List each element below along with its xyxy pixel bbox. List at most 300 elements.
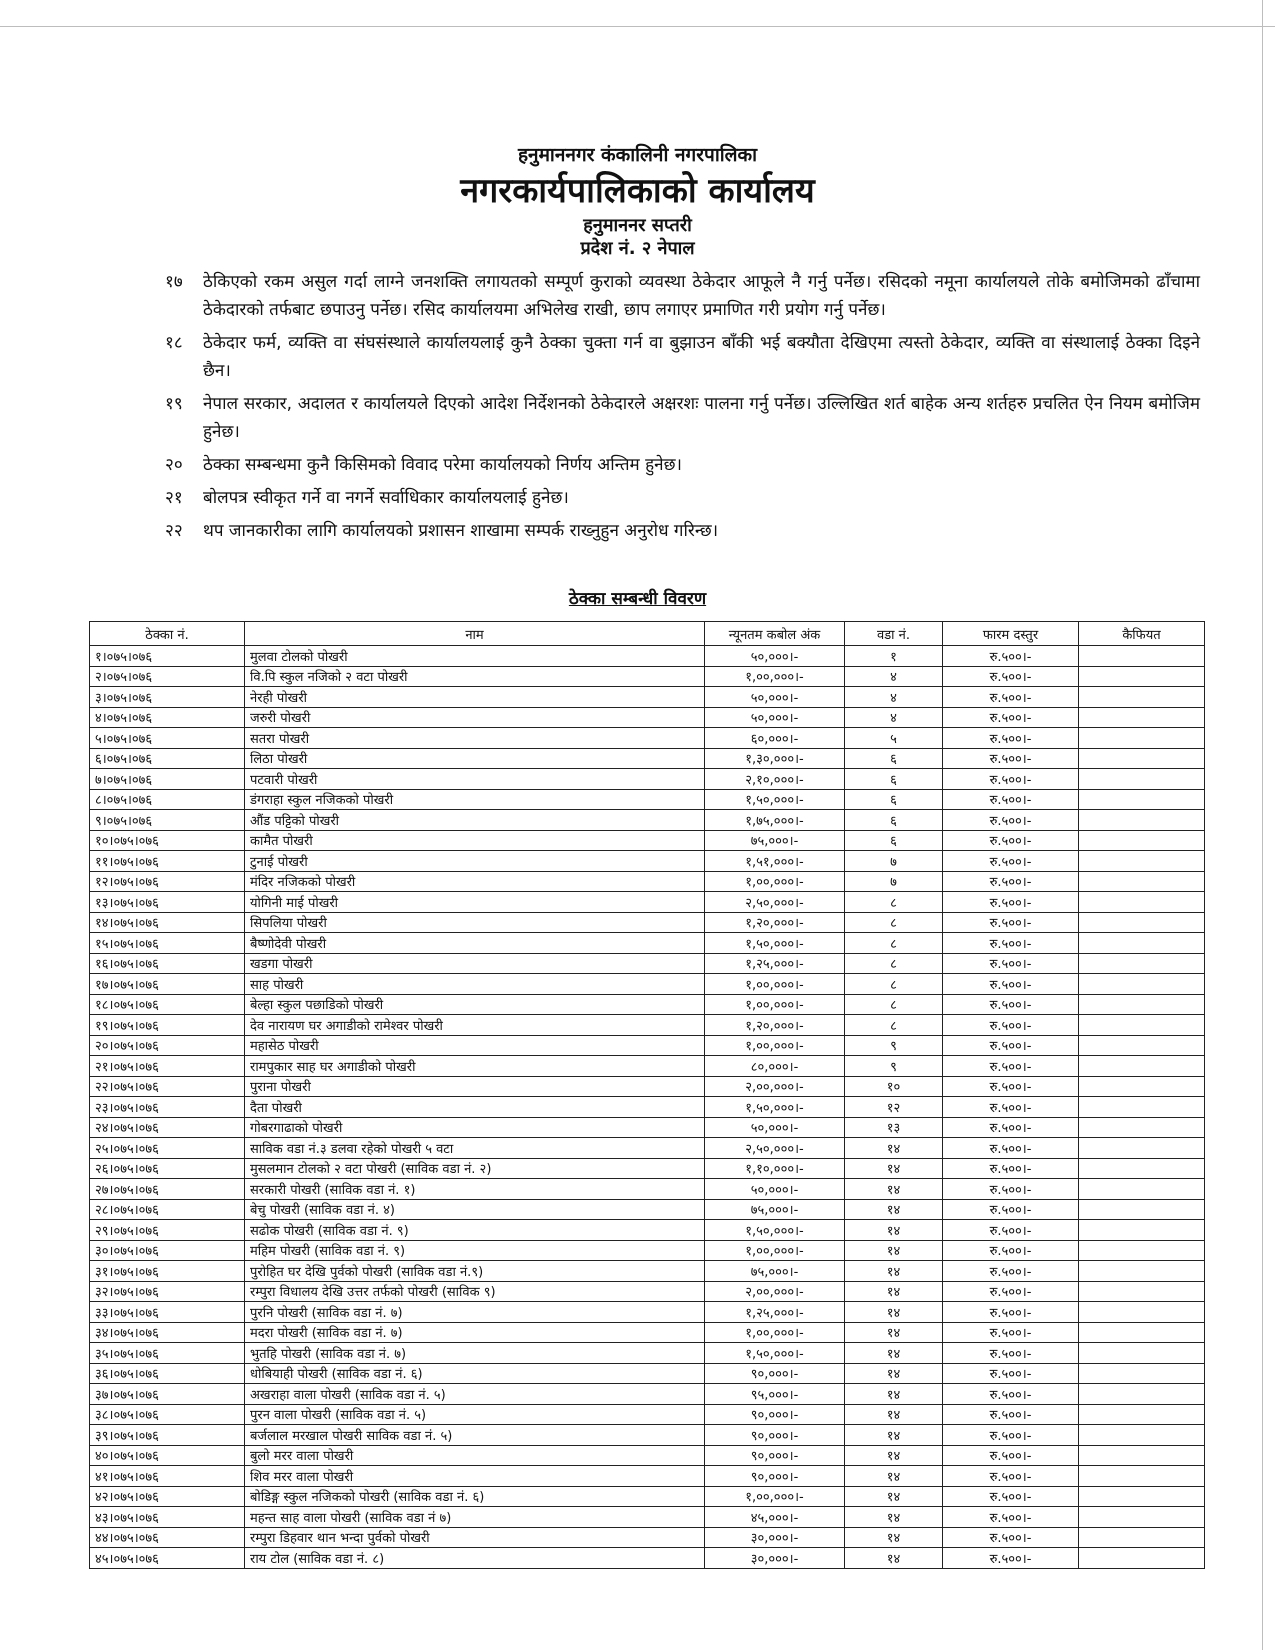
- remarks: [1079, 953, 1205, 974]
- form-fee: रु.५००।-: [943, 666, 1079, 687]
- ward-number: ६: [845, 810, 943, 831]
- min-bid-amount: १,२०,०००।-: [705, 1015, 845, 1036]
- min-bid-amount: १,२०,०००।-: [705, 912, 845, 933]
- form-fee: रु.५००।-: [943, 912, 1079, 933]
- min-bid-amount: १,१०,०००।-: [705, 1158, 845, 1179]
- form-fee: रु.५००।-: [943, 1445, 1079, 1466]
- table-row: [90, 1384, 1205, 1405]
- contract-number: ४।०७५।०७६: [90, 707, 245, 728]
- form-fee: रु.५००।-: [943, 1261, 1079, 1282]
- min-bid-amount: ७५,०००।-: [705, 830, 845, 851]
- pond-name: धोबियाही पोखरी (साविक वडा नं. ६): [245, 1363, 705, 1384]
- min-bid-amount: १,००,०००।-: [705, 1486, 845, 1507]
- term-item: [165, 390, 1200, 446]
- contract-number: १२।०७५।०७६: [90, 871, 245, 892]
- min-bid-amount: ९५,०००।-: [705, 1384, 845, 1405]
- term-item: [165, 484, 1200, 512]
- remarks: [1079, 851, 1205, 872]
- contract-number: ४५।०७५।०७६: [90, 1548, 245, 1569]
- form-fee: रु.५००।-: [943, 1343, 1079, 1364]
- ward-number: ४: [845, 707, 943, 728]
- contract-number: २१।०७५।०७६: [90, 1056, 245, 1077]
- header-form-fee: फारम दस्तुर: [943, 622, 1079, 646]
- contract-number: ४४।०७५।०७६: [90, 1527, 245, 1548]
- form-fee: रु.५००।-: [943, 1302, 1079, 1323]
- min-bid-amount: १,००,०००।-: [705, 871, 845, 892]
- form-fee: रु.५००।-: [943, 707, 1079, 728]
- table-row: [90, 1076, 1205, 1097]
- pond-name: सढोक पोखरी (साविक वडा नं. ९): [245, 1220, 705, 1241]
- min-bid-amount: ५०,०००।-: [705, 707, 845, 728]
- pond-name: साह पोखरी: [245, 974, 705, 995]
- province-line: प्रदेश नं. २ नेपाल: [580, 238, 695, 259]
- table-row: [90, 1220, 1205, 1241]
- pond-name: देव नारायण घर अगाडीको रामेश्वर पोखरी: [245, 1015, 705, 1036]
- remarks: [1079, 1179, 1205, 1200]
- min-bid-amount: १,००,०००।-: [705, 1240, 845, 1261]
- remarks: [1079, 933, 1205, 954]
- min-bid-amount: १,००,०००।-: [705, 666, 845, 687]
- remarks: [1079, 1199, 1205, 1220]
- table-row: [90, 953, 1205, 974]
- remarks: [1079, 1445, 1205, 1466]
- remarks: [1079, 1363, 1205, 1384]
- remarks: [1079, 1240, 1205, 1261]
- form-fee: रु.५००।-: [943, 1138, 1079, 1159]
- remarks: [1079, 666, 1205, 687]
- pond-name: जरुरी पोखरी: [245, 707, 705, 728]
- ward-number: ७: [845, 871, 943, 892]
- table-row: [90, 707, 1205, 728]
- table-row: [90, 1445, 1205, 1466]
- ward-number: १४: [845, 1179, 943, 1200]
- table-row: [90, 646, 1205, 667]
- form-fee: रु.५००।-: [943, 728, 1079, 749]
- table-row: [90, 1507, 1205, 1528]
- table-row: [90, 687, 1205, 708]
- pond-name: दैता पोखरी: [245, 1097, 705, 1118]
- ward-number: ९: [845, 1056, 943, 1077]
- table-row: [90, 1158, 1205, 1179]
- form-fee: रु.५००।-: [943, 1097, 1079, 1118]
- remarks: [1079, 1466, 1205, 1487]
- table-row: [90, 769, 1205, 790]
- scan-edge-top: [0, 26, 1275, 27]
- min-bid-amount: ९०,०००।-: [705, 1404, 845, 1425]
- min-bid-amount: १,००,०००।-: [705, 974, 845, 995]
- table-row: [90, 1240, 1205, 1261]
- contract-number: ३६।०७५।०७६: [90, 1363, 245, 1384]
- remarks: [1079, 728, 1205, 749]
- pond-name: मंदिर नजिकको पोखरी: [245, 871, 705, 892]
- table-row: [90, 1527, 1205, 1548]
- contract-number: ४०।०७५।०७६: [90, 1445, 245, 1466]
- form-fee: रु.५००।-: [943, 974, 1079, 995]
- pond-name: महिम पोखरी (साविक वडा नं. ९): [245, 1240, 705, 1261]
- table-row: [90, 994, 1205, 1015]
- table-body: [90, 646, 1205, 1569]
- contract-number: १।०७५।०७६: [90, 646, 245, 667]
- contract-number: ४२।०७५।०७६: [90, 1486, 245, 1507]
- table-row: [90, 912, 1205, 933]
- min-bid-amount: १,००,०००।-: [705, 994, 845, 1015]
- table-row: [90, 1425, 1205, 1446]
- remarks: [1079, 1527, 1205, 1548]
- contract-number: २७।०७५।०७६: [90, 1179, 245, 1200]
- contract-number: २०।०७५।०७६: [90, 1035, 245, 1056]
- table-row: [90, 666, 1205, 687]
- remarks: [1079, 1322, 1205, 1343]
- ward-number: ६: [845, 830, 943, 851]
- remarks: [1079, 1548, 1205, 1569]
- remarks: [1079, 769, 1205, 790]
- ward-number: १४: [845, 1404, 943, 1425]
- contract-number: ३३।०७५।०७६: [90, 1302, 245, 1323]
- remarks: [1079, 748, 1205, 769]
- pond-name: भुतहि पोखरी (साविक वडा नं. ७): [245, 1343, 705, 1364]
- pond-name: बोडिङ्ग स्कुल नजिकको पोखरी (साविक वडा नं. ६): [245, 1486, 705, 1507]
- min-bid-amount: १,००,०००।-: [705, 1322, 845, 1343]
- min-bid-amount: १,५०,०००।-: [705, 1220, 845, 1241]
- min-bid-amount: ७५,०००।-: [705, 1261, 845, 1282]
- pond-name: पुरन वाला पोखरी (साविक वडा नं. ५): [245, 1404, 705, 1425]
- ward-number: ५: [845, 728, 943, 749]
- term-number: १८: [165, 333, 183, 353]
- table-row: [90, 728, 1205, 749]
- table-header-row: [90, 622, 1205, 646]
- form-fee: रु.५००।-: [943, 1179, 1079, 1200]
- min-bid-amount: १,५०,०००।-: [705, 1343, 845, 1364]
- table-row: [90, 748, 1205, 769]
- form-fee: रु.५००।-: [943, 953, 1079, 974]
- pond-name: पुरनि पोखरी (साविक वडा नं. ७): [245, 1302, 705, 1323]
- ward-number: १४: [845, 1281, 943, 1302]
- pond-name: खडगा पोखरी: [245, 953, 705, 974]
- min-bid-amount: ८०,०००।-: [705, 1056, 845, 1077]
- contract-number: २९।०७५।०७६: [90, 1220, 245, 1241]
- remarks: [1079, 1097, 1205, 1118]
- form-fee: रु.५००।-: [943, 748, 1079, 769]
- ward-number: ८: [845, 974, 943, 995]
- ward-number: १४: [845, 1261, 943, 1282]
- contract-number: ३८।०७५।०७६: [90, 1404, 245, 1425]
- min-bid-amount: ५०,०००।-: [705, 646, 845, 667]
- remarks: [1079, 1261, 1205, 1282]
- table-row: [90, 1117, 1205, 1138]
- remarks: [1079, 830, 1205, 851]
- contract-number: ३२।०७५।०७६: [90, 1281, 245, 1302]
- contract-table: [89, 621, 1205, 1569]
- remarks: [1079, 1076, 1205, 1097]
- table-row: [90, 830, 1205, 851]
- min-bid-amount: ५०,०००।-: [705, 687, 845, 708]
- pond-name: योगिनी माई पोखरी: [245, 892, 705, 913]
- contract-number: २४।०७५।०७६: [90, 1117, 245, 1138]
- remarks: [1079, 974, 1205, 995]
- contract-number: १७।०७५।०७६: [90, 974, 245, 995]
- term-text: थप जानकारीका लागि कार्यालयको प्रशासन शाखामा सम्पर्क राख्नुहुन अनुरोध गरिन्छ।: [203, 521, 719, 541]
- table-title: ठेक्का सम्बन्धी विवरण: [568, 589, 707, 609]
- terms-list: [165, 268, 1200, 550]
- term-item: [165, 268, 1200, 324]
- form-fee: रु.५००।-: [943, 646, 1079, 667]
- min-bid-amount: १,५०,०००।-: [705, 1097, 845, 1118]
- term-number: २१: [165, 488, 183, 508]
- header-ward-no: वडा नं.: [845, 622, 943, 646]
- document-header: [0, 142, 1275, 260]
- remarks: [1079, 1158, 1205, 1179]
- contract-number: १६।०७५।०७६: [90, 953, 245, 974]
- pond-name: महासेठ पोखरी: [245, 1035, 705, 1056]
- pond-name: लिठा पोखरी: [245, 748, 705, 769]
- term-text: ठेकेदार फर्म, व्यक्ति वा संघसंस्थाले कार्यालयलाई कुनै ठेक्का चुक्ता गर्न वा बुझाउन बाँकी भई बक्यौता देखिएमा त्यस्तो ठेकेदार, व्यक्ति वा संस्थालाई ठेक्का दिइने छैन।: [203, 333, 1200, 381]
- remarks: [1079, 1384, 1205, 1405]
- table-row: [90, 1138, 1205, 1159]
- pond-name: डंगराहा स्कुल नजिकको पोखरी: [245, 789, 705, 810]
- table-row: [90, 1261, 1205, 1282]
- table-row: [90, 1179, 1205, 1200]
- term-number: १७: [165, 272, 183, 292]
- ward-number: १४: [845, 1322, 943, 1343]
- table-row: [90, 1486, 1205, 1507]
- min-bid-amount: १,२५,०००।-: [705, 953, 845, 974]
- form-fee: रु.५००।-: [943, 1240, 1079, 1261]
- term-text: नेपाल सरकार, अदालत र कार्यालयले दिएको आदेश निर्देशनको ठेकेदारले अक्षरशः पालना गर्नु पर्नेछ। उल्लिखित शर्त बाहेक अन्य शर्तहरु प्रचलित ऐन नियम बमोजिम हुनेछ।: [203, 394, 1200, 442]
- form-fee: रु.५००।-: [943, 1076, 1079, 1097]
- contract-number: १०।०७५।०७६: [90, 830, 245, 851]
- remarks: [1079, 646, 1205, 667]
- min-bid-amount: ९०,०००।-: [705, 1445, 845, 1466]
- ward-number: १४: [845, 1548, 943, 1569]
- ward-number: १४: [845, 1486, 943, 1507]
- pond-name: रम्पुरा डिहवार थान भन्दा पुर्वको पोखरी: [245, 1527, 705, 1548]
- form-fee: रु.५००।-: [943, 1507, 1079, 1528]
- table-row: [90, 974, 1205, 995]
- table-row: [90, 1199, 1205, 1220]
- form-fee: रु.५००।-: [943, 851, 1079, 872]
- table-row: [90, 933, 1205, 954]
- table-row: [90, 1035, 1205, 1056]
- pond-name: पटवारी पोखरी: [245, 769, 705, 790]
- remarks: [1079, 789, 1205, 810]
- form-fee: रु.५००।-: [943, 789, 1079, 810]
- ward-number: ८: [845, 1015, 943, 1036]
- contract-number: २।०७५।०७६: [90, 666, 245, 687]
- remarks: [1079, 810, 1205, 831]
- remarks: [1079, 1015, 1205, 1036]
- min-bid-amount: ९०,०००।-: [705, 1425, 845, 1446]
- header-remarks: कैफियत: [1079, 622, 1205, 646]
- pond-name: बेल्हा स्कुल पछाडिको पोखरी: [245, 994, 705, 1015]
- min-bid-amount: १,५०,०००।-: [705, 933, 845, 954]
- min-bid-amount: १,५१,०००।-: [705, 851, 845, 872]
- form-fee: रु.५००।-: [943, 1015, 1079, 1036]
- remarks: [1079, 1404, 1205, 1425]
- ward-number: १४: [845, 1466, 943, 1487]
- min-bid-amount: ९०,०००।-: [705, 1363, 845, 1384]
- pond-name: महन्त साह वाला पोखरी (साविक वडा नं ७): [245, 1507, 705, 1528]
- remarks: [1079, 1138, 1205, 1159]
- min-bid-amount: ७५,०००।-: [705, 1199, 845, 1220]
- form-fee: रु.५००।-: [943, 933, 1079, 954]
- remarks: [1079, 1425, 1205, 1446]
- contract-number: १९।०७५।०७६: [90, 1015, 245, 1036]
- contract-number: ४१।०७५।०७६: [90, 1466, 245, 1487]
- min-bid-amount: २,५०,०००।-: [705, 892, 845, 913]
- office-title: नगरकार्यपालिकाको कार्यालय: [460, 171, 815, 211]
- min-bid-amount: १,७५,०००।-: [705, 810, 845, 831]
- contract-number: ३४।०७५।०७६: [90, 1322, 245, 1343]
- form-fee: रु.५००।-: [943, 1117, 1079, 1138]
- pond-name: नेरही पोखरी: [245, 687, 705, 708]
- remarks: [1079, 707, 1205, 728]
- table-row: [90, 1015, 1205, 1036]
- ward-number: १४: [845, 1199, 943, 1220]
- min-bid-amount: १,००,०००।-: [705, 1035, 845, 1056]
- remarks: [1079, 1035, 1205, 1056]
- pond-name: मदरा पोखरी (साविक वडा नं. ७): [245, 1322, 705, 1343]
- min-bid-amount: ६०,०००।-: [705, 728, 845, 749]
- ward-number: १२: [845, 1097, 943, 1118]
- form-fee: रु.५००।-: [943, 871, 1079, 892]
- ward-number: १०: [845, 1076, 943, 1097]
- min-bid-amount: २,००,०००।-: [705, 1076, 845, 1097]
- remarks: [1079, 1486, 1205, 1507]
- pond-name: पुरोहित घर देखि पुर्वको पोखरी (साविक वडा नं.९): [245, 1261, 705, 1282]
- form-fee: रु.५००।-: [943, 687, 1079, 708]
- table-row: [90, 1343, 1205, 1364]
- term-text: ठेक्का सम्बन्धमा कुनै किसिमको विवाद परेमा कार्यालयको निर्णय अन्तिम हुनेछ।: [203, 455, 682, 475]
- table-row: [90, 1097, 1205, 1118]
- contract-number: ३९।०७५।०७६: [90, 1425, 245, 1446]
- contract-number: ९।०७५।०७६: [90, 810, 245, 831]
- pond-name: राय टोल (साविक वडा नं. ८): [245, 1548, 705, 1569]
- form-fee: रु.५००।-: [943, 1220, 1079, 1241]
- pond-name: साविक वडा नं.३ डलवा रहेको पोखरी ५ वटा: [245, 1138, 705, 1159]
- remarks: [1079, 1343, 1205, 1364]
- table-row: [90, 1281, 1205, 1302]
- min-bid-amount: ५०,०००।-: [705, 1117, 845, 1138]
- ward-number: १३: [845, 1117, 943, 1138]
- term-text: ठेकिएको रकम असुल गर्दा लाग्ने जनशक्ति लगायतको सम्पूर्ण कुराको व्यवस्था ठेकेदार आफूले नै गर्नु पर्नेछ। रसिदको नमूना कार्यालयले तोके बमोजिमको ढाँचामा ठेकेदारको तर्फबाट छपाउनु पर्नेछ। रसिद कार्यालयमा अभिलेख राखी, छाप लगाएर प्रमाणित गरी प्रयोग गर्नु पर्नेछ।: [203, 272, 1200, 320]
- form-fee: रु.५००।-: [943, 1486, 1079, 1507]
- contract-number: २२।०७५।०७६: [90, 1076, 245, 1097]
- term-number: १९: [165, 394, 183, 414]
- contract-number: ३०।०७५।०७६: [90, 1240, 245, 1261]
- ward-number: १४: [845, 1363, 943, 1384]
- min-bid-amount: ३०,०००।-: [705, 1548, 845, 1569]
- form-fee: रु.५००।-: [943, 1056, 1079, 1077]
- pond-name: सरकारी पोखरी (साविक वडा नं. १): [245, 1179, 705, 1200]
- pond-name: सतरा पोखरी: [245, 728, 705, 749]
- ward-number: १४: [845, 1343, 943, 1364]
- contract-number: ५।०७५।०७६: [90, 728, 245, 749]
- ward-number: ८: [845, 912, 943, 933]
- min-bid-amount: २,१०,०००।-: [705, 769, 845, 790]
- header-min-bid: न्यूनतम कबोल अंक: [705, 622, 845, 646]
- remarks: [1079, 994, 1205, 1015]
- ward-number: १४: [845, 1527, 943, 1548]
- contract-number: १५।०७५।०७६: [90, 933, 245, 954]
- table-row: [90, 892, 1205, 913]
- contract-number: ३५।०७५।०७६: [90, 1343, 245, 1364]
- ward-number: ८: [845, 953, 943, 974]
- table-row: [90, 789, 1205, 810]
- contract-number: ११।०७५।०७६: [90, 851, 245, 872]
- form-fee: रु.५००।-: [943, 830, 1079, 851]
- min-bid-amount: ४५,०००।-: [705, 1507, 845, 1528]
- form-fee: रु.५००।-: [943, 1199, 1079, 1220]
- term-item: [165, 517, 1200, 545]
- table-row: [90, 1548, 1205, 1569]
- pond-name: रम्पुरा विधालय देखि उत्तर तर्फको पोखरी (साविक ९): [245, 1281, 705, 1302]
- pond-name: टुनाई पोखरी: [245, 851, 705, 872]
- min-bid-amount: १,५०,०००।-: [705, 789, 845, 810]
- ward-number: १४: [845, 1445, 943, 1466]
- table-row: [90, 851, 1205, 872]
- table-row: [90, 871, 1205, 892]
- ward-number: १४: [845, 1158, 943, 1179]
- form-fee: रु.५००।-: [943, 1035, 1079, 1056]
- form-fee: रु.५००।-: [943, 810, 1079, 831]
- contract-number: १४।०७५।०७६: [90, 912, 245, 933]
- contract-number: २६।०७५।०७६: [90, 1158, 245, 1179]
- contract-number: ७।०७५।०७६: [90, 769, 245, 790]
- min-bid-amount: २,५०,०००।-: [705, 1138, 845, 1159]
- ward-number: ८: [845, 933, 943, 954]
- contract-number: २८।०७५।०७६: [90, 1199, 245, 1220]
- remarks: [1079, 1507, 1205, 1528]
- header-contract-no: ठेक्का नं.: [90, 622, 245, 646]
- ward-number: ६: [845, 789, 943, 810]
- pond-name: औंड पट्टिको पोखरी: [245, 810, 705, 831]
- remarks: [1079, 1220, 1205, 1241]
- pond-name: शिव मरर वाला पोखरी: [245, 1466, 705, 1487]
- ward-number: १४: [845, 1507, 943, 1528]
- ward-number: ६: [845, 748, 943, 769]
- form-fee: रु.५००।-: [943, 1425, 1079, 1446]
- term-item: [165, 329, 1200, 385]
- pond-name: मुसलमान टोलको २ वटा पोखरी (साविक वडा नं. २): [245, 1158, 705, 1179]
- remarks: [1079, 1056, 1205, 1077]
- pond-name: गोबरगाढाको पोखरी: [245, 1117, 705, 1138]
- form-fee: रु.५००।-: [943, 1404, 1079, 1425]
- pond-name: बुलो मरर वाला पोखरी: [245, 1445, 705, 1466]
- table-row: [90, 1466, 1205, 1487]
- ward-number: १: [845, 646, 943, 667]
- contract-number: ३।०७५।०७६: [90, 687, 245, 708]
- ward-number: १४: [845, 1425, 943, 1446]
- pond-name: बर्जलाल मरखाल पोखरी साविक वडा नं. ५): [245, 1425, 705, 1446]
- table-row: [90, 810, 1205, 831]
- pond-name: वि.पि स्कुल नजिको २ वटा पोखरी: [245, 666, 705, 687]
- min-bid-amount: १,३०,०००।-: [705, 748, 845, 769]
- contract-number: ३७।०७५।०७६: [90, 1384, 245, 1405]
- term-number: २०: [165, 455, 183, 475]
- form-fee: रु.५००।-: [943, 1158, 1079, 1179]
- contract-number: ६।०७५।०७६: [90, 748, 245, 769]
- ward-number: ८: [845, 892, 943, 913]
- form-fee: रु.५००।-: [943, 892, 1079, 913]
- office-location: हनुमाननर सप्तरी: [583, 215, 692, 236]
- remarks: [1079, 1281, 1205, 1302]
- table-row: [90, 1404, 1205, 1425]
- min-bid-amount: १,२५,०००।-: [705, 1302, 845, 1323]
- pond-name: बेचु पोखरी (साविक वडा नं. ४): [245, 1199, 705, 1220]
- remarks: [1079, 687, 1205, 708]
- remarks: [1079, 912, 1205, 933]
- contract-number: ४३।०७५।०७६: [90, 1507, 245, 1528]
